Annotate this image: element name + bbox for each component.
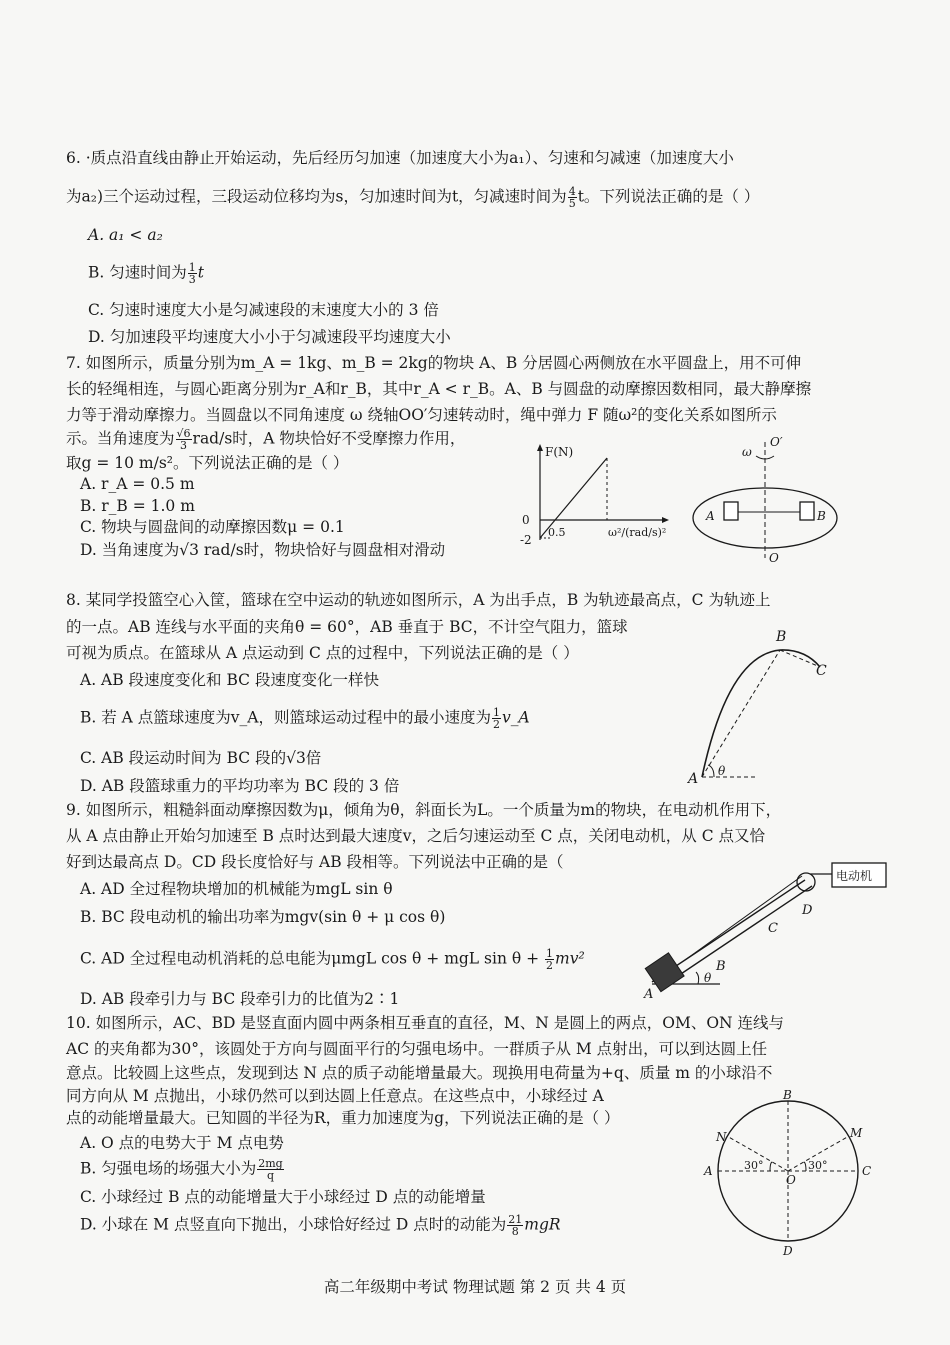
q9-line1: 9. 如图所示，粗糙斜面动摩擦因数为μ，倾角为θ，斜面长为L。一个质量为m的物块，在电动机作用下， (66, 801, 782, 819)
incline-c-label: C (768, 921, 778, 936)
graph-y-intercept: -2 (520, 533, 532, 547)
q10-line3: 意点。比较圆上这些点，发现到达 N 点的质子动能增量最大。现换用电荷量为+q、质量 m 的小球沿不 (66, 1064, 773, 1082)
q7-line3: 力等于滑动摩擦力。当圆盘以不同角速度 ω 绕轴OO′匀速转动时，绳中弹力 F 随ω²的变化关系如图所示 (66, 406, 777, 424)
q8-option-a: A. AB 段速度变化和 BC 段速度变化一样快 (80, 671, 379, 689)
incline-d-label: D (802, 903, 813, 918)
circle-c-label: C (862, 1164, 872, 1178)
page-footer: 高二年级期中考试 物理试题 第 2 页 共 4 页 (323, 1278, 627, 1296)
q6-line1: 6. ·质点沿直线由静止开始运动，先后经历匀加速（加速度大小为a₁）、匀速和匀减速（加速度大小 (66, 149, 734, 167)
disc-bottom-label: O (769, 551, 779, 565)
q7-line5: 取g = 10 m/s²。下列说法正确的是（ ） (66, 454, 349, 472)
disc-b-label: B (817, 509, 826, 523)
q8-line2: 的一点。AB 连线与水平面的夹角θ = 60°，AB 垂直于 BC，不计空气阻力，篮球 (66, 618, 628, 636)
incline-theta-label: θ (704, 971, 712, 985)
incline-b-label: B (716, 959, 726, 974)
block-b (800, 502, 814, 520)
point-a-label: A (688, 771, 699, 787)
q7-force-graph (510, 440, 680, 560)
disc-a-label: A (706, 509, 715, 523)
q6-option-c: C. 匀速时速度大小是匀减速段的末速度大小的 3 倍 (88, 301, 439, 319)
incline-a-label: A (644, 987, 654, 1002)
motor-label: 电动机 (836, 869, 873, 883)
q9-line2: 从 A 点由静止开始匀加速至 B 点时达到最大速度v，之后匀速运动至 C 点，关闭电动机，从 C 点又恰 (66, 827, 765, 845)
incline-block (645, 953, 684, 992)
q6-option-d: D. 匀加速段平均速度大小小于匀减速段平均速度大小 (88, 328, 451, 346)
circle-a-label: A (704, 1164, 713, 1178)
point-b-label: B (776, 629, 787, 645)
q7-option-d: D. 当角速度为√3 rad/s时，物块恰好与圆盘相对滑动 (80, 541, 446, 559)
q6-line2: 为a₂)三个运动过程，三段运动位移均为s，匀加速时间为t，匀减速时间为 $\frac{4}{5}$ t。下列说法正确的是（ ） (66, 185, 760, 210)
rotation-arrow (756, 456, 774, 459)
pulley (797, 873, 815, 891)
q7-option-c: C. 物块与圆盘间的动摩擦因数μ = 0.1 (80, 518, 345, 536)
q9-option-a: A. AD 全过程物块增加的机械能为mgL sin θ (80, 880, 393, 898)
q10-line5: 点的动能增量最大。已知圆的半径为R，重力加速度为g，下列说法正确的是（ ） (66, 1109, 620, 1127)
q7-line2: 长的轻绳相连，与圆心距离分别为r_A和r_B，其中r_A < r_B。A、B 与圆盘的动摩擦因数相同，最大静摩擦 (66, 380, 812, 398)
q9-option-b: B. BC 段电动机的输出功率为mgv(sin θ + μ cos θ) (80, 908, 446, 926)
ab-line (702, 650, 780, 777)
q10-option-c: C. 小球经过 B 点的动能增量大于小球经过 D 点的动能增量 (80, 1188, 486, 1206)
angle-arc-left (770, 1162, 772, 1171)
point-c-label: C (816, 663, 827, 679)
incline-lower (660, 886, 812, 988)
circle-d-label: D (783, 1244, 793, 1258)
q7-line1: 7. 如图所示，质量分别为m_A = 1kg、m_B = 2kg的物块 A、B 分居圆心两侧放在水平圆盘上，用不可伸 (66, 354, 802, 372)
circle-n-label: N (716, 1130, 727, 1144)
disc-omega-label: ω (742, 445, 752, 459)
q9-line3: 好到达最高点 D。CD 段长度恰好与 AB 段相等。下列说法中正确的是（ (66, 853, 564, 871)
q10-circle-diagram (700, 1085, 880, 1260)
angle-arc-right (804, 1162, 806, 1171)
circle-m-label: M (850, 1126, 863, 1140)
angle-left-label: 30° (744, 1159, 764, 1172)
q10-option-d: D. 小球在 M 点竖直向下抛出，小球恰好经过 D 点时的动能为 $\frac{21}{8}$ mgR (80, 1213, 561, 1238)
trajectory (702, 650, 820, 777)
circle-o-label: O (786, 1173, 796, 1187)
q7-option-b: B. r_B = 1.0 m (80, 497, 195, 515)
graph-ylabel: F(N) (545, 445, 574, 459)
q7-line4: 示。当角速度为 $\frac{√6}{3}$ rad/s时，A 物块恰好不受摩擦力作用， (66, 427, 466, 452)
rope-to-block (685, 876, 802, 960)
q10-line2: AC 的夹角都为30°，该圆处于方向与圆面平行的匀强电场中。一群质子从 M 点射出，可以到达圆上任 (66, 1040, 768, 1058)
q6-fraction: $\frac{4}{5}$ (568, 185, 576, 210)
q8-line3: 可视为质点。在篮球从 A 点运动到 C 点的过程中，下列说法正确的是（ ） (66, 644, 579, 662)
block-a (724, 502, 738, 520)
q6-option-a: A. a₁ < a₂ (88, 226, 163, 244)
q8-option-b: B. 若 A 点篮球速度为v_A，则篮球运动过程中的最小速度为 $\frac{1}{2}$ v_A (80, 706, 530, 731)
disc-top-label: O′ (770, 435, 783, 449)
graph-origin: 0 (522, 513, 530, 527)
q6-option-b: B. 匀速时间为 $\frac{1}{3}$ t (88, 261, 204, 286)
q7-option-a: A. r_A = 0.5 m (80, 475, 195, 493)
angle-right-label: 30° (808, 1159, 828, 1172)
graph-xlabel: ω²/(rad/s)² (608, 526, 667, 539)
q10-option-a: A. O 点的电势大于 M 点电势 (80, 1134, 284, 1152)
block-group (645, 953, 684, 992)
circle-b-label: B (783, 1088, 792, 1102)
q10-option-b: B. 匀强电场的场强大小为 $\frac{2mg}{q}$ (80, 1157, 283, 1182)
angle-arc (708, 765, 714, 777)
q10-line4: 同方向从 M 点抛出，小球仍然可以到达圆上任意点。在这些点中，小球经过 A (66, 1087, 604, 1105)
q7-disc-diagram (690, 430, 860, 565)
q8-trajectory-diagram (680, 625, 840, 785)
q8-line1: 8. 某同学投篮空心入筐，篮球在空中运动的轨迹如图所示，A 为出手点，B 为轨迹最高点，C 为轨迹上 (66, 591, 771, 609)
q9-option-c: C. AD 全过程电动机消耗的总电能为μmgL cos θ + mgL sin θ + $\frac{1}{2}$ mv² (80, 947, 585, 972)
q9-incline-diagram (640, 860, 890, 1000)
graph-x-intercept: 0.5 (548, 526, 566, 539)
incline-angle-arc (696, 972, 699, 984)
q10-line1: 10. 如图所示，AC、BD 是竖直面内圆中两条相互垂直的直径，M、N 是圆上的两点，OM、ON 连线与 (66, 1014, 785, 1032)
q8-option-d: D. AB 段篮球重力的平均功率为 BC 段的 3 倍 (80, 777, 400, 795)
graph-y-arrow (537, 444, 543, 451)
graph-x-arrow (662, 517, 669, 523)
theta-label: θ (718, 764, 726, 778)
q8-option-c: C. AB 段运动时间为 BC 段的√3倍 (80, 749, 322, 767)
q9-option-d: D. AB 段牵引力与 BC 段牵引力的比值为2∶1 (80, 990, 400, 1008)
